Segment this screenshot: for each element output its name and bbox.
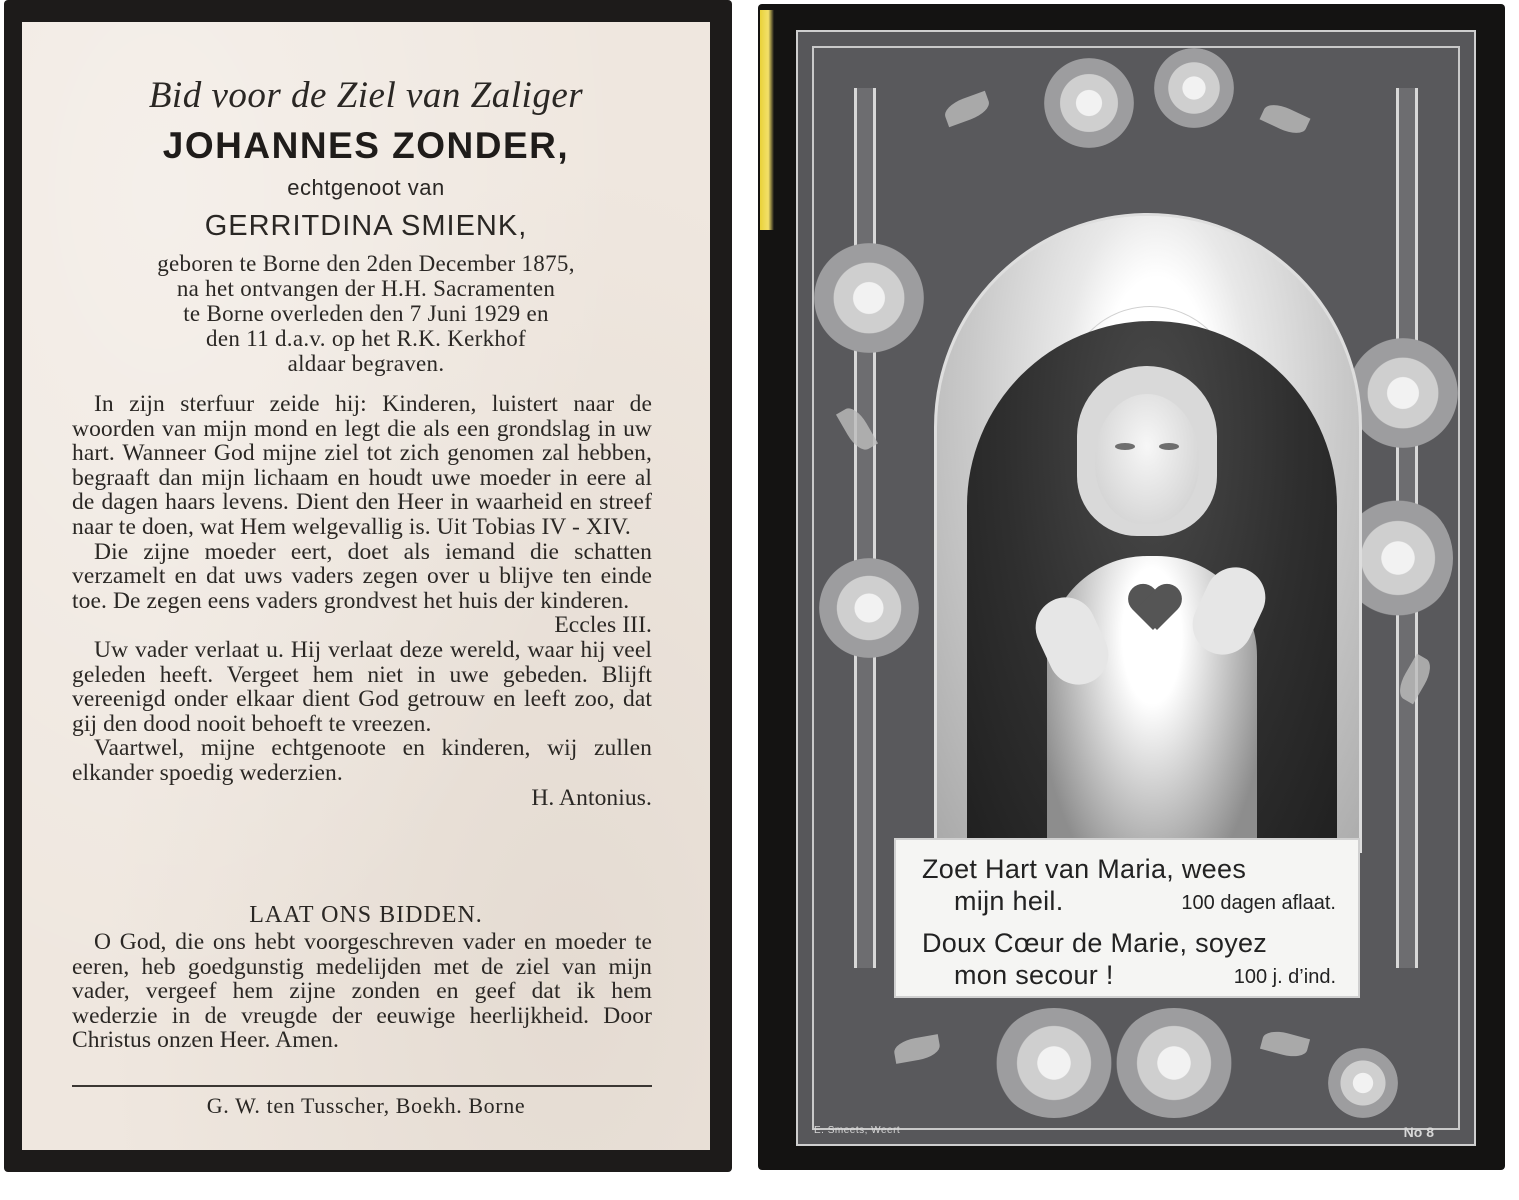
- prayer-request-heading: Bid voor de Ziel van Zaliger: [148, 75, 584, 116]
- leaf-icon: [1260, 99, 1311, 138]
- caption-panel: [894, 838, 1360, 998]
- pansy-flower-icon: [1328, 1048, 1398, 1118]
- card-number: No 8: [1403, 1124, 1434, 1140]
- passage-tobias: In zijn sterfuur zeide hij: Kinderen, luistert naar de woorden van mijn mond en legt die als een grondslag in uw hart. Wanneer God mijne ziel tot zich genomen zal hebben, begraaft dan mijn lichaam en houdt uwe moeder in eere al de dagen haars levens. Dient den Heer in waarheid en streef naar te doen, wat Hem welgevallig is. Uit Tobias IV - XIV.: [72, 391, 652, 540]
- caption-french-line2: mon secour !: [954, 960, 1114, 990]
- pansy-flower-icon: [1044, 58, 1134, 148]
- card-paper: [22, 22, 710, 1150]
- bio-line: den 11 d.a.v. op het R.K. Kerkhof: [206, 326, 526, 351]
- prayer-text-block: [72, 930, 652, 1053]
- caption-french-line1: Doux Cœur de Marie, soyez: [922, 928, 1268, 958]
- pansy-flower-icon: [1348, 338, 1458, 448]
- bio-line: te Borne overleden den 7 Juni 1929 en: [183, 301, 549, 326]
- bio-line: geboren te Borne den 2den December 1875,: [157, 251, 575, 276]
- printer-credit: G. W. ten Tusscher, Boekh. Borne: [206, 1093, 526, 1118]
- caption-dutch-indulgence: 100 dagen aflaat.: [1181, 892, 1336, 914]
- caption-dutch-line2: mijn heil.: [954, 886, 1064, 916]
- leaf-icon: [892, 1034, 941, 1064]
- bio-line: na het ontvangen der H.H. Sacramenten: [176, 276, 556, 301]
- caption-french-indulgence: 100 j. d’ind.: [1233, 966, 1336, 988]
- prayer-heading: LAAT ONS BIDDEN.: [249, 902, 483, 928]
- caption-dutch-line1: Zoet Hart van Maria, wees: [922, 854, 1247, 884]
- publisher-credit: E. Smeets, Weert: [814, 1125, 901, 1136]
- left-pillar: [854, 88, 876, 968]
- spouse-name: GERRITDINA SMIENK,: [204, 210, 528, 242]
- inner-border: [812, 46, 1460, 1130]
- madonna-engraving: [934, 213, 1362, 853]
- leaf-icon: [1260, 1027, 1310, 1060]
- bio-line: aldaar begraven.: [287, 351, 445, 376]
- eye-icon: [1115, 443, 1135, 450]
- spouse-intro: echtgenoot van: [287, 175, 445, 200]
- leaf-icon: [942, 91, 993, 127]
- pansy-flower-icon: [819, 558, 919, 658]
- passage-goodbye: Vaartwel, mijne echtgenoote en kinderen, wij zullen elkander spoedig wederzien.: [72, 735, 652, 786]
- tape-stain: [760, 10, 774, 230]
- pansy-flower-icon: [994, 1008, 1114, 1118]
- ornamental-frame: [796, 30, 1476, 1146]
- memorial-card-text-side: [4, 0, 732, 1172]
- eye-icon: [1159, 443, 1179, 450]
- pansy-flower-icon: [1114, 1008, 1234, 1118]
- madonna-face: [1095, 394, 1199, 524]
- sacred-heart-icon: [1127, 586, 1183, 636]
- citation-antonius: H. Antonius.: [531, 784, 652, 811]
- citation-eccles: Eccles III.: [554, 612, 652, 639]
- last-words-passages: [72, 392, 652, 810]
- deceased-name: JOHANNES ZONDER,: [162, 125, 570, 166]
- divider-rule: [72, 1085, 652, 1087]
- pansy-flower-icon: [1154, 48, 1234, 128]
- passage-farewell: Uw vader verlaat u. Hij verlaat deze wereld, waar hij veel geleden heeft. Vergeet hem niet in uwe gebeden. Blijft vereenigd onder elkaar dient God getrouw en leeft zoo, dat gij den dood nooit behoeft te vreezen.: [72, 636, 652, 737]
- pansy-flower-icon: [814, 243, 924, 353]
- prayer-text: O God, die ons hebt voorgeschreven vader en moeder te eeren, heb goedgunstig medelijden met de ziel van mijn vader, vergeef hem zijne zonden en geef dat ik hem wederzie in de vreugde der eeuwige heerlijkheid. Door Christus onzen Heer. Amen.: [72, 929, 652, 1054]
- passage-ecclesiasticus: Die zijne moeder eert, doet als iemand die schatten verzamelt en dat uws vaders zegen over u blijve ten einde toe. De zegen eens vaders grondvest het huis der kinderen.: [72, 538, 652, 614]
